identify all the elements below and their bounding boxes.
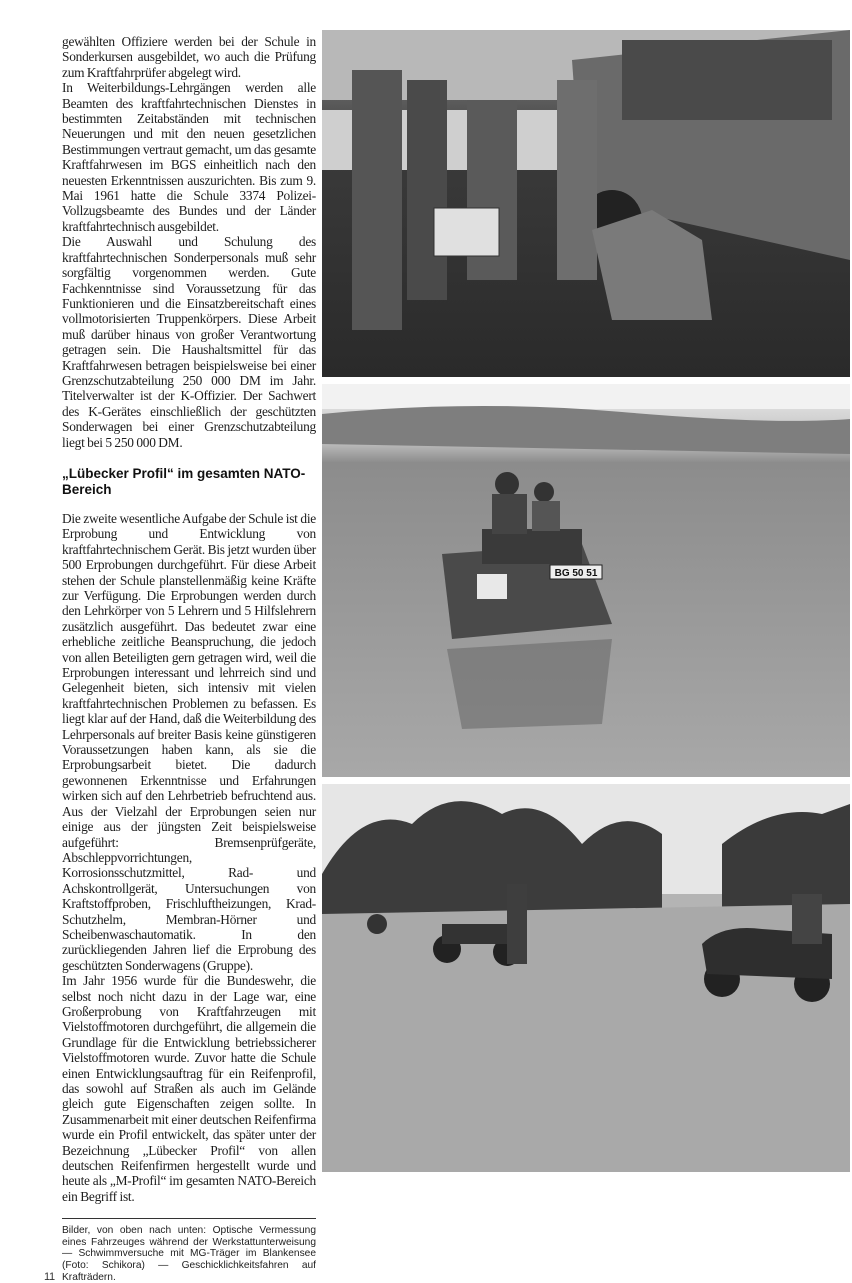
license-plate: BG 50 51 — [554, 568, 598, 579]
section-heading: „Lübecker Profil“ im gesamten NATO-Bereich — [62, 465, 306, 497]
photo-workshop-measurement — [322, 30, 850, 377]
paragraph: gewählten Offiziere werden bei der Schule in Sonderkursen ausgebildet, wo auch die Prüfung zum Kraftfahrprüfer abgelegt wird. — [62, 34, 316, 80]
caption-block — [44, 1225, 316, 1283]
article-column — [44, 34, 316, 1283]
paragraph: Die zweite wesentliche Aufgabe der Schule ist die Erprobung und Entwicklung von kraftfahrtechnischem Gerät. Bis jetzt wurden über 500 Erprobungen durchgeführt. Für diese Arbeit stehen der Schule planstellenmäßig keine Kräfte zur Verfügung. Die Erprobungen werden durch den Lehrkörper von 5 Lehrern und 5 Hilfslehrern zusätzlich ausgeführt. Das bedeutet zwar eine erhebliche zeitliche Beanspruchung, die jedoch von allen Beteiligten gern getragen wird, weil die Erprobungen interessant und lehrreich sind und Gelegenheit bieten, sich intensiv mit vielen kraftfahrtechnischen Problemen zu befassen. Es liegt klar auf der Hand, daß die Weiterbildung des Lehrpersonals auf breiter Basis keine günstigeren Voraussetzungen haben kann, als sie die Erprobungsarbeit bietet. Die dadurch gewonnenen Erkenntnisse und Erfahrungen wirken sich auf den Lehrbetrieb befruchtend aus. Aus der Vielzahl der Erprobungen seien nur einige aus der jüngsten Zeit beispielsweise aufgeführt: Bremsenprüfgeräte, Abschleppvorrichtungen, Korrosionsschutzmittel, Rad- und Achskontrollgerät, Untersuchungen von Kraftstoffproben, Frischluftheizungen, Krad-Schutzhelm, Membran-Hörner und Scheibenwaschautomatik. In den zurückliegenden Jahren lief die Erprobung des geschützten Sonderwagens (Gruppe). — [62, 510, 316, 973]
caption-divider — [62, 1218, 316, 1219]
photo-swimming-vehicle — [322, 384, 850, 777]
paragraph: Im Jahr 1956 wurde für die Bundeswehr, die selbst noch nicht dazu in der Lage war, eine Großerprobung von Kraftfahrzeugen mit Vielstoffmotoren durchgeführt, die allgemein die Grundlage für die Entwicklung betriebssicherer Vielstoffmotoren wurde. Zuvor hatte die Schule einen Entwicklungsauftrag für ein Reifenprofil, das sowohl auf Straßen als auch im Gelände gleich gute Eigenschaften zeigen sollte. In Zusammenarbeit mit einer deutschen Reifenfirma wurde ein Profil entwickelt, das später unter der Bezeichnung „Lübecker Profil“ von allen deutschen Reifenfirmen hergestellt wurde und heute als „M-Profil“ im gesamten NATO-Bereich ein Begriff ist. — [62, 973, 316, 1204]
page-number: 11 — [44, 1270, 55, 1283]
photo-motorcycle-course — [322, 784, 850, 1172]
paragraph: Die Auswahl und Schulung des kraftfahrtechnischen Sonderpersonals muß sehr sorgfältig vorgenommen werden. Gute Fachkenntnisse sind Voraussetzung für das Funktionieren und die Einsatzbereitschaft eines vollmotorisierten Truppenkörpers. Diese Arbeit muß darüber hinaus von großer Verantwortung getragen sein. Die Haushaltsmittel für das Kraftfahrwesen betragen beispielsweise bei einer Grenzschutzabteilung 250 000 DM im Jahr. Titelverwalter ist der K-Offizier. Der Sachwert des K-Gerätes einschließlich der geschützten Sonderwagen bei einer Grenzschutzabteilung liegt bei 5 250 000 DM. — [62, 234, 316, 450]
photo-caption: Bilder, von oben nach unten: Optische Vermessung eines Fahrzeuges während der Werkstattunterweisung — Schwimmversuche mit MG-Träger im Blankensee (Foto: Schikora) — Geschicklichkeitsfahren auf Krafträdern. — [62, 1225, 316, 1283]
paragraph: In Weiterbildungs-Lehrgängen werden alle Beamten des kraftfahrtechnischen Dienstes in bestimmten Zeitabständen mit technischen Neuerungen und mit den neuen gesetzlichen Bestimmungen vertraut gemacht, um das gesamte Kraftfahrwesen im BGS einheitlich nach den neuesten Erkenntnissen auszurichten. Bis zum 9. Mai 1961 hatte die Schule 3374 Polizei-Vollzugsbeamte des Bundes und der Länder kraftfahrtechnisch ausgebildet. — [62, 80, 316, 234]
